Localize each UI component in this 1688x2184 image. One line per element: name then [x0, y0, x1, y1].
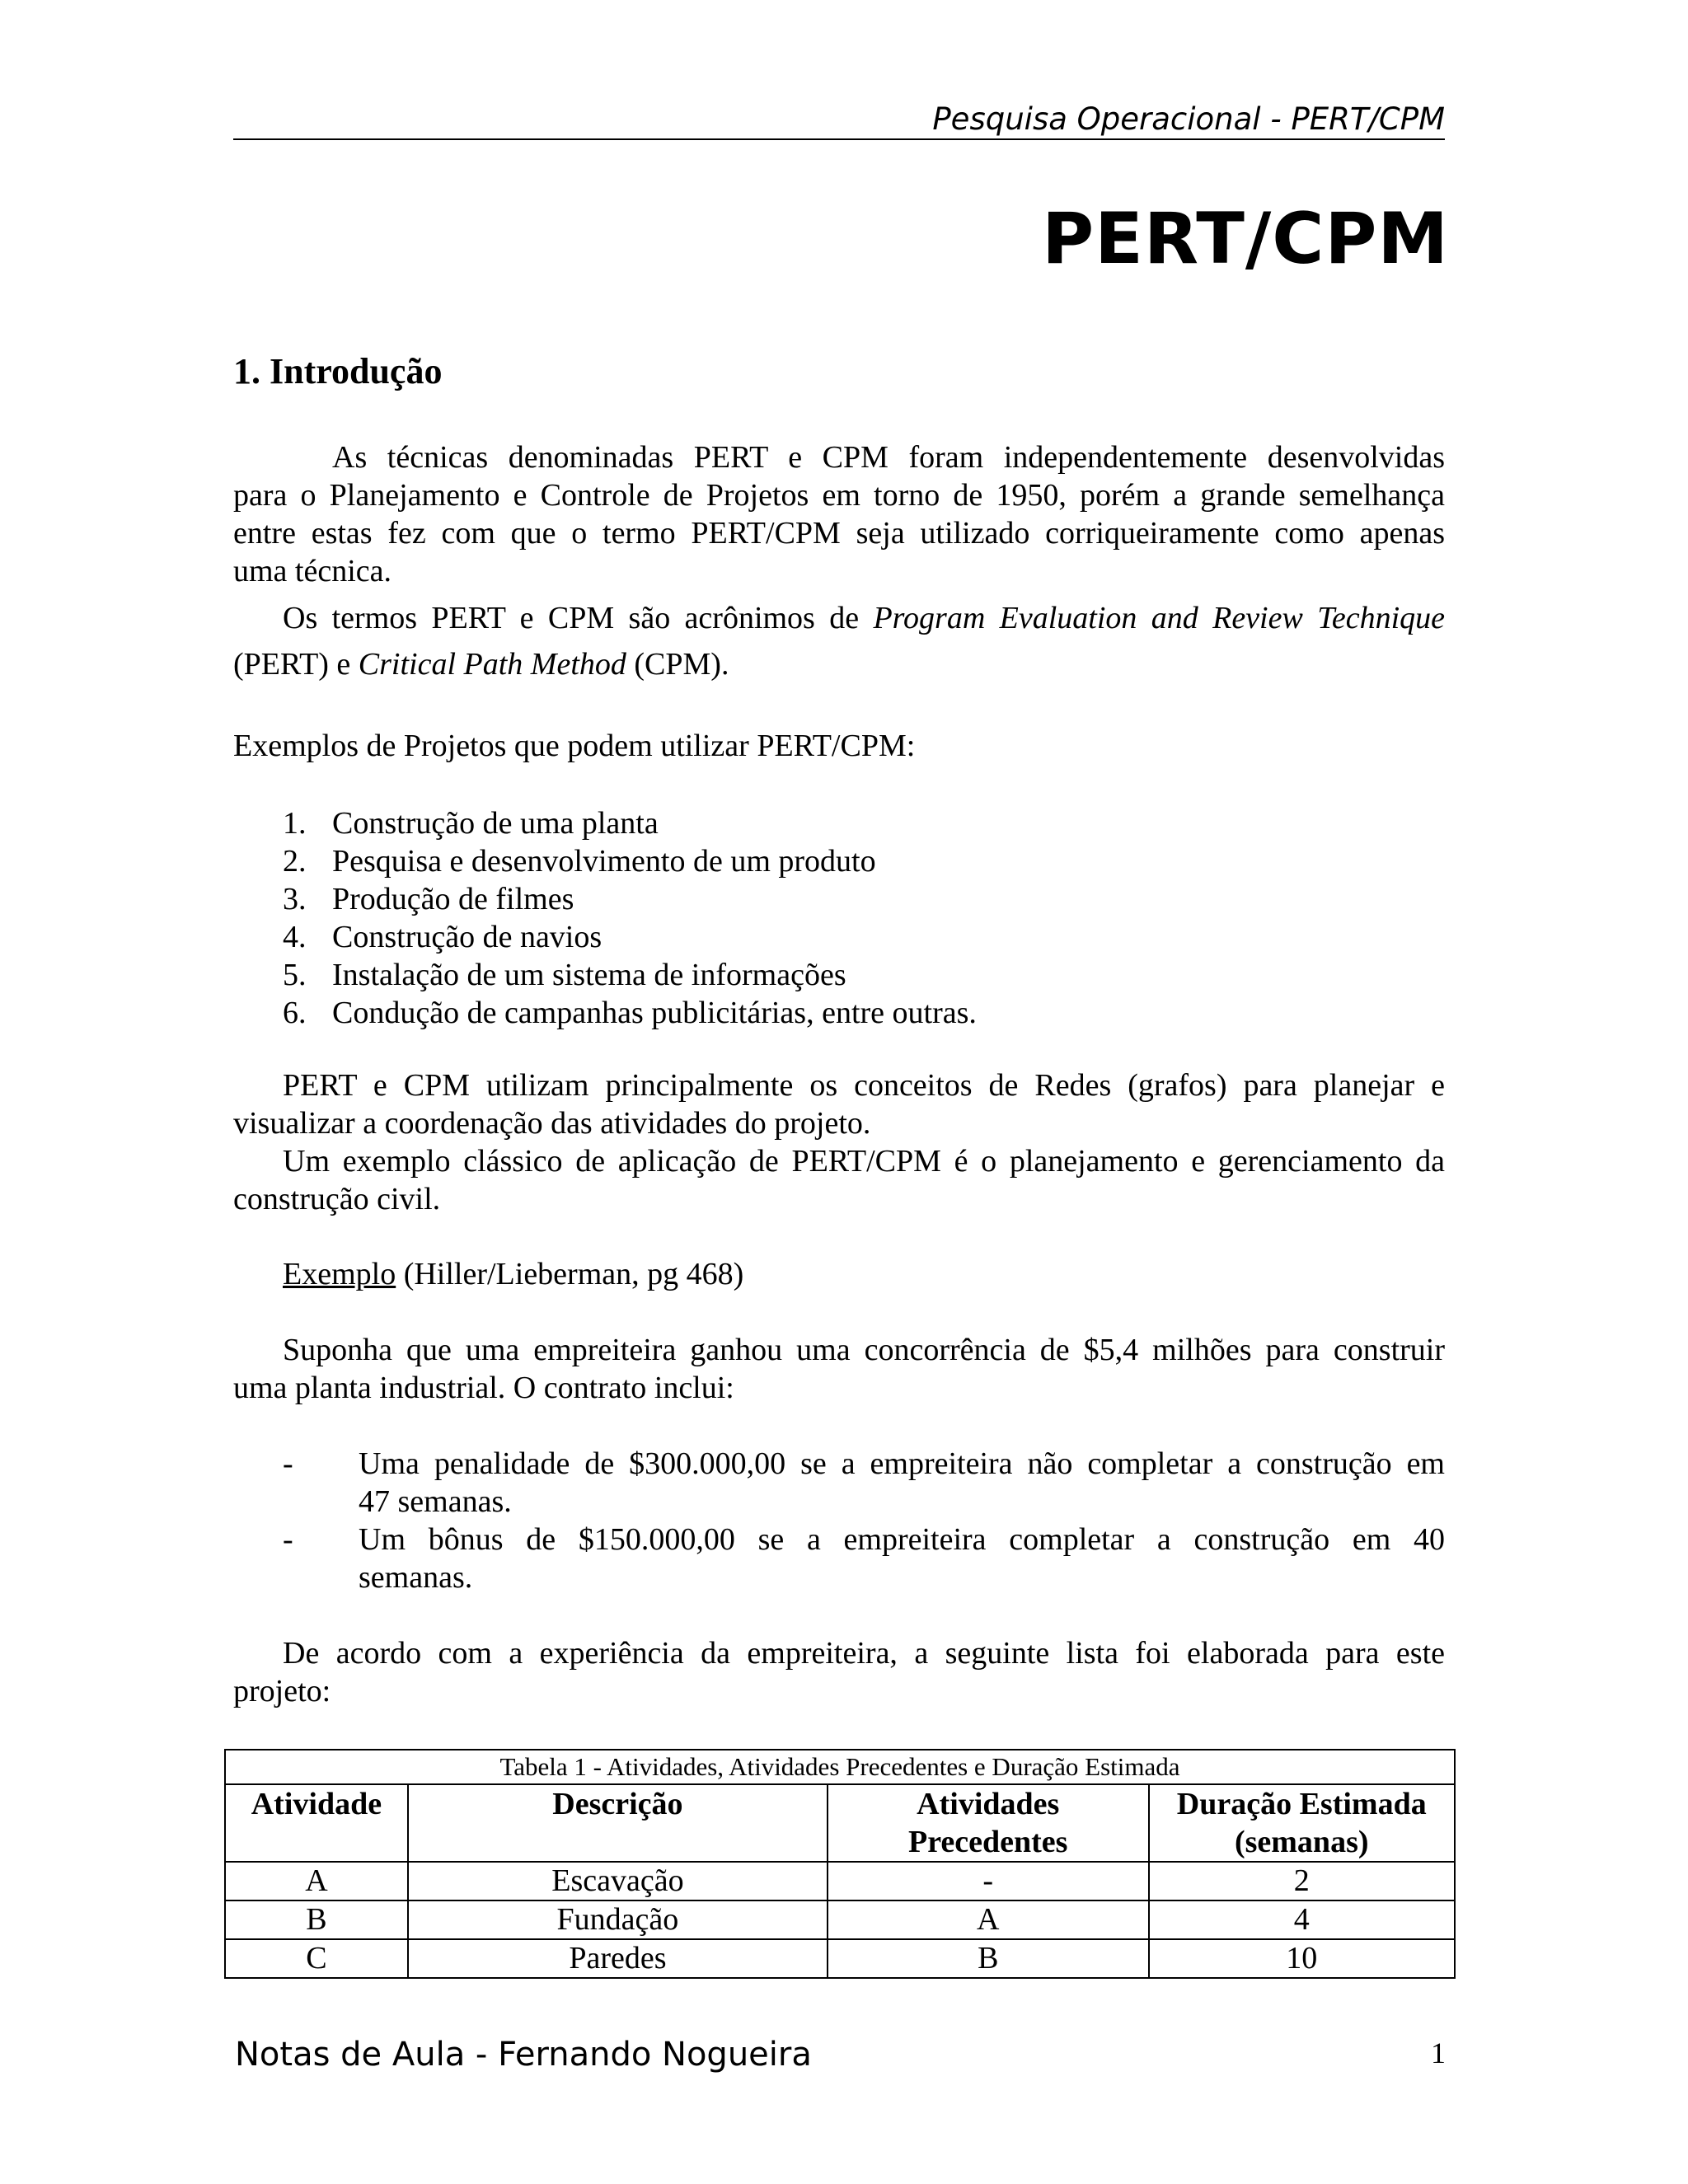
table-row — [225, 1939, 1455, 1978]
text-line: semanas. — [359, 1560, 473, 1595]
list-item — [283, 842, 977, 880]
header-line: (semanas) — [1234, 1825, 1369, 1859]
list-number: 3. — [283, 882, 307, 916]
example-paragraph — [233, 1331, 1445, 1407]
cell-duration: 10 — [1149, 1939, 1456, 1978]
list-number: 4. — [283, 920, 307, 954]
text-line: 47 semanas. — [359, 1484, 512, 1519]
cell-predecessors: A — [828, 1900, 1149, 1939]
cell-predecessors: B — [828, 1939, 1149, 1978]
list-item — [283, 994, 977, 1032]
text-line: visualizar a coordenação das atividades do projeto. — [233, 1106, 871, 1141]
header-line: Duração Estimada — [1176, 1787, 1427, 1821]
table-caption: Tabela 1 - Atividades, Atividades Precedentes e Duração Estimada — [224, 1749, 1456, 1783]
header-line: Descrição — [552, 1787, 683, 1821]
text-line: uma técnica. — [233, 554, 392, 588]
cell-description: Escavação — [408, 1862, 828, 1900]
list-item — [283, 804, 977, 842]
bullet-text — [359, 1521, 1445, 1596]
example-source: (Hiller/Lieberman, pg 468) — [396, 1257, 744, 1291]
text-line: Um bônus de $150.000,00 se a empreiteira completar a construção em 40 — [359, 1522, 1445, 1557]
table-row — [225, 1862, 1455, 1900]
list-text: Construção de navios — [332, 920, 603, 954]
table-row — [225, 1900, 1455, 1939]
text-line: PERT e CPM utilizam principalmente os conceitos de Redes (grafos) para planejar e — [283, 1068, 1445, 1103]
list-number: 1. — [283, 806, 307, 841]
acronym-pert: (PERT) e — [233, 647, 359, 682]
text-line: Uma penalidade de $300.000,00 se a empreiteira não completar a construção em — [359, 1446, 1445, 1481]
column-header — [225, 1784, 408, 1862]
list-number: 6. — [283, 996, 307, 1030]
cell-description: Paredes — [408, 1939, 828, 1978]
intro-paragraph-1 — [233, 438, 1445, 590]
intro-paragraph-2 — [233, 595, 1445, 687]
column-header — [828, 1784, 1149, 1862]
cell-duration: 2 — [1149, 1862, 1456, 1900]
cell-predecessors: - — [828, 1862, 1149, 1900]
footer-author: Notas de Aula - Fernando Nogueira — [235, 2036, 812, 2074]
list-item — [283, 880, 977, 918]
list-text: Instalação de um sistema de informações — [332, 958, 846, 992]
cell-description: Fundação — [408, 1900, 828, 1939]
column-header — [408, 1784, 828, 1862]
list-number: 2. — [283, 844, 307, 879]
text-line: Suponha que uma empreiteira ganhou uma concorrência de $5,4 milhões para construir — [283, 1333, 1445, 1367]
contract-bullet — [283, 1445, 1445, 1521]
cell-activity: C — [225, 1939, 408, 1978]
cell-duration: 4 — [1149, 1900, 1456, 1939]
header-line: Precedentes — [908, 1825, 1068, 1859]
text-line: projeto: — [233, 1674, 331, 1708]
text-line: para o Planejamento e Controle de Projetos em torno de 1950, porém a grande semelhança — [233, 478, 1445, 513]
list-number: 5. — [283, 958, 307, 992]
section-heading: 1. Introdução — [233, 351, 443, 391]
contract-bullet — [283, 1521, 1445, 1596]
list-text: Construção de uma planta — [332, 806, 659, 841]
text-line: uma planta industrial. O contrato inclui: — [233, 1371, 734, 1405]
table-header-row — [225, 1784, 1455, 1862]
text-line: De acordo com a experiência da empreiteira, a seguinte lista foi elaborada para este — [283, 1636, 1445, 1671]
list-text: Pesquisa e desenvolvimento de um produto — [332, 844, 876, 879]
running-header-title: Pesquisa Operacional - PERT/CPM — [932, 101, 1445, 137]
page-number: 1 — [1431, 2036, 1446, 2069]
activities-table — [224, 1749, 1456, 1979]
running-header — [233, 97, 1445, 140]
page-title: PERT/CPM — [1042, 198, 1449, 280]
bullet-text — [359, 1445, 1445, 1521]
networks-paragraph — [233, 1066, 1445, 1218]
examples-heading: Exemplos de Projetos que podem utilizar PERT/CPM: — [233, 729, 916, 763]
list-text: Produção de filmes — [332, 882, 574, 916]
text-line: As técnicas denominadas PERT e CPM foram independentemente desenvolvidas — [332, 440, 1445, 475]
header-line: Atividade — [251, 1787, 382, 1821]
cell-activity: B — [225, 1900, 408, 1939]
text-line: entre estas fez com que o termo PERT/CPM seja utilizado corriqueiramente como apenas — [233, 516, 1445, 551]
cpm-expansion: Critical Path Method — [358, 647, 626, 682]
example-reference — [233, 1255, 1445, 1293]
example-label: Exemplo — [283, 1257, 396, 1291]
text-line: construção civil. — [233, 1182, 441, 1216]
text-line — [233, 641, 1445, 687]
list-item — [283, 956, 977, 994]
list-text: Condução de campanhas publicitárias, entre outras. — [332, 996, 977, 1030]
text-line: Um exemplo clássico de aplicação de PERT/CPM é o planejamento e gerenciamento da — [283, 1144, 1445, 1179]
text-line — [233, 595, 1445, 641]
header-line: Atividades — [917, 1787, 1060, 1821]
bullet-dash: - — [283, 1446, 293, 1481]
bullet-dash: - — [283, 1522, 293, 1557]
pert-expansion: Program Evaluation and Review Technique — [873, 601, 1445, 635]
list-item — [283, 918, 977, 956]
cell-activity: A — [225, 1862, 408, 1900]
project-examples-list — [283, 804, 977, 1032]
column-header — [1149, 1784, 1456, 1862]
closing-paragraph — [233, 1634, 1445, 1710]
acronym-cpm: (CPM). — [626, 647, 729, 682]
acronym-lead: Os termos PERT e CPM são acrônimos de — [283, 601, 874, 635]
